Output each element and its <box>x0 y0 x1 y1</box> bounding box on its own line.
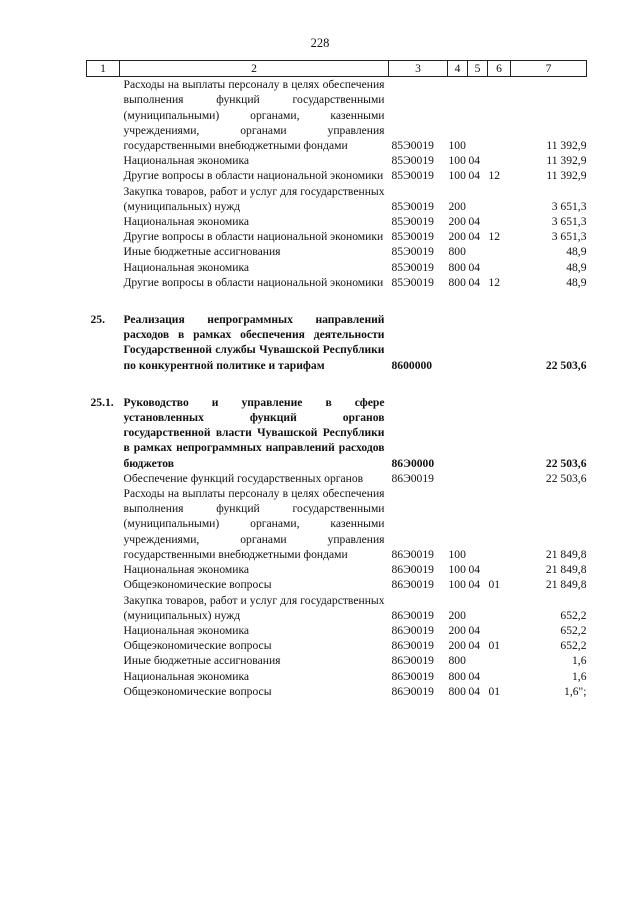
row-number <box>87 229 120 244</box>
expense-name: Иные бюджетные ассигнования <box>123 654 281 668</box>
expense-type-code <box>448 312 468 373</box>
section-code: 04 <box>468 154 481 168</box>
amount: 21 849,8 <box>545 578 587 592</box>
expense-name: Руководство и управление в сфере установленных функций органов государственной власти Чувашской Республики в рамках непрограммных направлений расходов бюджетов <box>123 395 385 470</box>
section-code: 04 <box>468 230 481 244</box>
expense-name: Национальная экономика <box>123 215 250 229</box>
target-article-code: 85Э0019 <box>391 154 434 168</box>
section-code: 04 <box>468 578 481 592</box>
amount: 3 651,3 <box>551 215 587 229</box>
section-code <box>468 184 488 214</box>
subsection-code <box>488 395 511 471</box>
table-row <box>87 153 587 168</box>
section-code <box>468 312 488 373</box>
amount: 22 503,6 <box>545 471 587 485</box>
table-row <box>87 312 587 373</box>
row-number <box>87 244 120 259</box>
expense-name: Национальная экономика <box>123 669 250 683</box>
section-code: 04 <box>468 260 481 274</box>
expense-type-code: 100 <box>448 139 466 153</box>
header-col-1: 1 <box>87 61 120 77</box>
table-row <box>87 471 587 486</box>
expense-type-code: 800 <box>448 654 466 668</box>
subsection-code <box>488 244 511 259</box>
expense-type-code: 100 <box>448 154 466 168</box>
table-row <box>87 562 587 577</box>
row-number <box>87 168 120 183</box>
row-number <box>87 669 120 684</box>
target-article-code: 86Э0019 <box>391 471 434 485</box>
row-number <box>87 653 120 668</box>
row-number <box>87 471 120 486</box>
amount: 1,6"; <box>564 684 587 698</box>
row-number <box>87 260 120 275</box>
expense-type-code: 800 <box>448 245 466 259</box>
subsection-code <box>488 486 511 562</box>
subsection-code <box>488 623 511 638</box>
subsection-code <box>488 260 511 275</box>
subsection-code: 12 <box>488 169 501 183</box>
target-article-code: 85Э0019 <box>391 199 434 213</box>
subsection-code <box>488 312 511 373</box>
header-col-7: 7 <box>511 61 587 77</box>
section-code: 04 <box>468 563 481 577</box>
table-row <box>87 77 587 154</box>
section-code <box>468 77 488 154</box>
expense-type-code: 100 <box>448 169 466 183</box>
table-row <box>87 684 587 699</box>
row-number: 25.1. <box>90 395 114 409</box>
table-row <box>87 184 587 214</box>
target-article-code: 86Э0019 <box>391 669 434 683</box>
budget-table <box>86 60 587 699</box>
expense-name: Закупка товаров, работ и услуг для государственных (муниципальных) нужд <box>123 184 385 213</box>
table-row <box>87 395 587 471</box>
target-article-code: 86Э0000 <box>391 456 435 470</box>
row-number <box>87 214 120 229</box>
target-article-code: 86Э0019 <box>391 563 434 577</box>
table-body <box>87 77 587 699</box>
expense-type-code: 800 <box>448 684 466 698</box>
expense-type-code: 800 <box>448 275 466 289</box>
subsection-code <box>488 593 511 623</box>
expense-name: Расходы на выплаты персоналу в целях обеспечения выполнения функций государственными (муниципальными) органами, казенными учреждениями, органами управления государственными внебюджетными фондами <box>123 78 385 153</box>
expense-type-code: 200 <box>448 215 466 229</box>
section-code: 04 <box>468 669 481 683</box>
row-number <box>87 623 120 638</box>
table-row <box>87 229 587 244</box>
expense-type-code: 200 <box>448 639 466 653</box>
subsection-code <box>488 653 511 668</box>
expense-name: Общеэкономические вопросы <box>123 639 272 653</box>
subsection-code: 12 <box>488 275 501 289</box>
page-number: 228 <box>310 36 330 50</box>
subsection-code: 01 <box>488 684 501 698</box>
table-row <box>87 593 587 623</box>
table-row <box>87 244 587 259</box>
table-row <box>87 638 587 653</box>
expense-type-code: 100 <box>448 578 466 592</box>
subsection-code <box>488 77 511 154</box>
table-row <box>87 486 587 562</box>
header-col-2: 2 <box>120 61 389 77</box>
expense-type-code: 200 <box>448 608 466 622</box>
section-code <box>468 486 488 562</box>
row-number <box>87 577 120 592</box>
section-code: 04 <box>468 684 481 698</box>
subsection-code: 12 <box>488 230 501 244</box>
subsection-code: 01 <box>488 578 501 592</box>
table-row <box>87 275 587 290</box>
section-code: 04 <box>468 623 481 637</box>
target-article-code: 86Э0019 <box>391 623 434 637</box>
amount: 652,2 <box>560 608 587 622</box>
header-col-5: 5 <box>468 61 488 77</box>
target-article-code: 85Э0019 <box>391 215 434 229</box>
target-article-code: 86Э0019 <box>391 684 434 698</box>
row-number <box>87 638 120 653</box>
target-article-code: 86Э0019 <box>391 578 434 592</box>
target-article-code: 85Э0019 <box>391 245 434 259</box>
row-number <box>87 593 120 623</box>
target-article-code: 85Э0019 <box>391 260 434 274</box>
section-code: 04 <box>468 275 481 289</box>
amount: 3 651,3 <box>551 199 587 213</box>
header-col-3: 3 <box>389 61 448 77</box>
target-article-code: 86Э0019 <box>391 547 434 561</box>
subsection-code <box>488 153 511 168</box>
expense-name: Общеэкономические вопросы <box>123 578 272 592</box>
expense-name: Реализация непрограммных направлений расходов в рамках обеспечения деятельности Государственной службы Чувашской Республики по конкурентной политике и тарифам <box>123 313 385 372</box>
target-article-code: 85Э0019 <box>391 169 434 183</box>
target-article-code: 86Э0019 <box>391 639 434 653</box>
section-code: 04 <box>468 639 481 653</box>
amount: 22 503,6 <box>545 358 587 372</box>
expense-name: Расходы на выплаты персоналу в целях обеспечения выполнения функций государственными (муниципальными) органами, казенными учреждениями, органами управления государственными внебюджетными фондами <box>123 487 385 561</box>
subsection-code <box>488 184 511 214</box>
row-spacer <box>87 373 587 395</box>
amount: 48,9 <box>566 275 587 289</box>
expense-name: Национальная экономика <box>123 623 250 637</box>
target-article-code: 85Э0019 <box>391 230 434 244</box>
row-number <box>87 153 120 168</box>
row-number <box>87 184 120 214</box>
expense-type-code: 200 <box>448 623 466 637</box>
table-row <box>87 623 587 638</box>
expense-type-code <box>448 471 468 486</box>
expense-name: Другие вопросы в области национальной экономики <box>123 275 384 289</box>
target-article-code: 85Э0019 <box>391 139 434 153</box>
expense-name: Другие вопросы в области национальной экономики <box>123 230 384 244</box>
row-spacer <box>87 290 587 312</box>
expense-type-code: 200 <box>448 199 466 213</box>
header-col-4: 4 <box>448 61 468 77</box>
header-col-6: 6 <box>488 61 511 77</box>
table-row <box>87 260 587 275</box>
row-number <box>87 486 120 562</box>
expense-type-code: 200 <box>448 230 466 244</box>
amount: 11 392,9 <box>546 154 587 168</box>
amount: 11 392,9 <box>546 169 587 183</box>
expense-type-code: 800 <box>448 260 466 274</box>
expense-name: Национальная экономика <box>123 154 250 168</box>
amount: 22 503,6 <box>545 456 587 470</box>
amount: 652,2 <box>560 623 587 637</box>
expense-name: Другие вопросы в области национальной экономики <box>123 169 384 183</box>
subsection-code <box>488 214 511 229</box>
target-article-code: 8600000 <box>391 358 433 372</box>
subsection-code <box>488 471 511 486</box>
subsection-code <box>488 669 511 684</box>
amount: 21 849,8 <box>545 547 587 561</box>
row-number <box>87 684 120 699</box>
table-row <box>87 669 587 684</box>
table-header <box>87 61 587 77</box>
amount: 652,2 <box>560 639 587 653</box>
amount: 1,6 <box>572 654 587 668</box>
expense-name: Национальная экономика <box>123 563 250 577</box>
row-number <box>87 275 120 290</box>
expense-name: Национальная экономика <box>123 260 250 274</box>
section-code: 04 <box>468 169 481 183</box>
amount: 48,9 <box>566 245 587 259</box>
section-code <box>468 244 488 259</box>
expense-name: Обеспечение функций государственных органов <box>123 471 364 485</box>
expense-type-code: 800 <box>448 669 466 683</box>
header-row <box>87 61 587 77</box>
table-row <box>87 168 587 183</box>
expense-name: Иные бюджетные ассигнования <box>123 245 281 259</box>
expense-type-code <box>448 395 468 471</box>
amount: 48,9 <box>566 260 587 274</box>
target-article-code: 86Э0019 <box>391 654 434 668</box>
section-code: 04 <box>468 215 481 229</box>
section-code <box>468 395 488 471</box>
table-row <box>87 577 587 592</box>
section-code <box>468 593 488 623</box>
row-number <box>87 77 120 154</box>
amount: 1,6 <box>572 669 587 683</box>
row-number <box>87 562 120 577</box>
amount: 21 849,8 <box>545 563 587 577</box>
target-article-code: 85Э0019 <box>391 275 434 289</box>
target-article-code: 86Э0019 <box>391 608 434 622</box>
section-code <box>468 471 488 486</box>
table-row <box>87 214 587 229</box>
expense-type-code: 100 <box>448 547 466 561</box>
table-row <box>87 653 587 668</box>
expense-type-code: 100 <box>448 563 466 577</box>
section-code <box>468 653 488 668</box>
amount: 3 651,3 <box>551 230 587 244</box>
expense-name: Закупка товаров, работ и услуг для государственных (муниципальных) нужд <box>123 593 385 622</box>
expense-name: Общеэкономические вопросы <box>123 684 272 698</box>
amount: 11 392,9 <box>546 139 587 153</box>
subsection-code <box>488 562 511 577</box>
subsection-code: 01 <box>488 639 501 653</box>
row-number: 25. <box>90 313 105 327</box>
